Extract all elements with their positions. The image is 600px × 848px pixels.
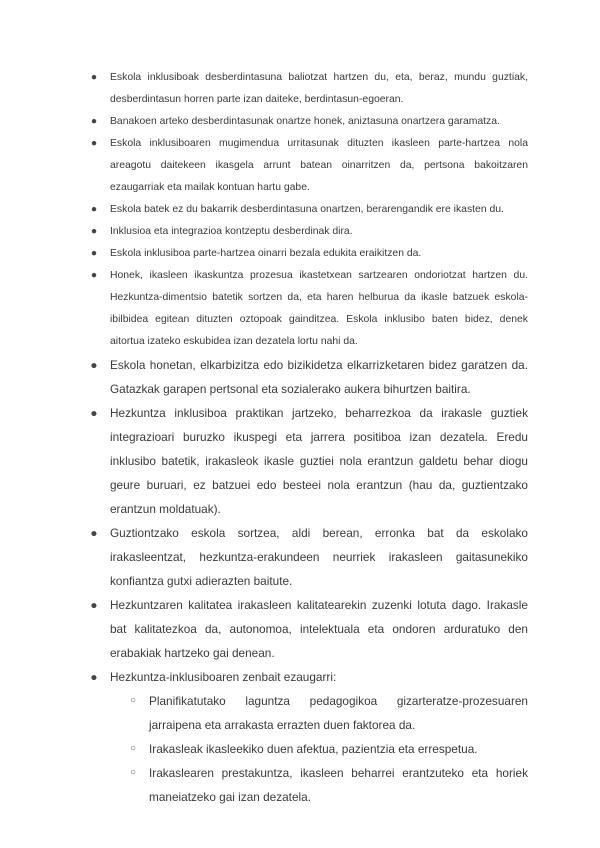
list-item-text: Eskola inklusiboaren mugimendua urritasunak dituzten ikasleen parte-hartzea nola areagotu daitekeen ikasgela arrunt batean oinarritzen da, pertsona bakoitzaren ezaugarriak eta mailak kontuan hartu gabe. [110,138,528,193]
bullet-icon: ● [90,598,98,612]
bullet-icon: ● [90,116,98,127]
list-item-text: Hezkuntza-inklusiboaren zenbait ezaugarri: [110,670,337,684]
list-item-text: Inklusioa eta integrazioa kontzeptu desberdinak dira. [110,226,353,237]
list-item [90,593,528,665]
sub-bullet-icon: ○ [130,767,137,778]
list-item [90,133,528,199]
list-item-text: Hezkuntza inklusiboa praktikan jartzeko, beharrezkoa da irakasle guztiek integrazioari buruzko ikuspegi eta jarrera positiboa izan dezatela. Eredu inklusibo batetik, irakasleok ikasle guztiei nola erantzun galdetu behar diogu geure buruari, ez batzuei edo besteei nola erantzun (hau da, guztientzako erantzun moldatuak). [110,406,528,516]
bullet-icon: ● [90,226,98,237]
bullet-list [90,67,528,809]
bullet-icon: ● [90,526,98,540]
list-item [90,265,528,353]
sub-list-item-text: Irakaslearen prestakuntza, ikasleen beharrei erantzuteko eta horiek maneiatzeko gai izan dezatela. [149,766,528,804]
list-item [90,243,528,265]
list-item-text: Hezkuntzaren kalitatea irakasleen kalitatearekin zuzenki lotuta dago. Irakasle bat kalitatezkoa da, autonomoa, intelektuala eta ondoren arduratuko den erabakiak hartzeko gai denean. [110,598,528,660]
sub-list-item-text: Irakasleak ikasleekiko duen afektua, pazientzia eta errespetua. [149,742,478,756]
list-item [90,521,528,593]
sub-bullet-icon: ○ [130,743,137,754]
sub-list-item [130,761,528,809]
list-item-text: Eskola batek ez du bakarrik desberdintasuna onartzen, berarengandik ere ikasten du. [110,204,504,215]
list-item [90,401,528,521]
list-item [90,67,528,111]
bullet-icon: ● [90,670,98,684]
list-item-text: Eskola inklusiboak desberdintasuna baliotzat hartzen du, eta, beraz, mundu guztiak, desberdintasun horren parte izan daiteke, berdintasun-egoeran. [110,72,528,105]
bullet-icon: ● [90,406,98,420]
sub-list-item [130,689,528,737]
list-item-text: Honek, ikasleen ikaskuntza prozesua ikastetxean sartzearen ondoriotzat hartzen du. Hezkuntza-dimentsio batetik sortzen da, eta haren helburua da ikasle batzuek eskola-ibilbidea egitean dituzten oztopoak gainditzea. Eskola inklusibo baten bidez, denek aitortua izateko eskubidea izan dezatela lortu nahi da. [110,270,528,347]
list-item-text: Guztiontzako eskola sortzea, aldi berean, erronka bat da eskolako irakasleentzat, hezkuntza-erakundeen neurriek irakasleen gaitasunekiko konfiantza gutxi adierazten baitute. [110,526,528,588]
bullet-icon: ● [90,358,98,372]
sub-bullet-list [130,689,528,809]
list-item-text: Eskola honetan, elkarbizitza edo bizikidetza elkarrizketaren bidez garatzen da. Gatazkak garapen pertsonal eta sozialerako aukera bihurtzen baitira. [110,358,528,396]
bullet-icon: ● [90,138,98,149]
bullet-icon: ● [90,270,98,281]
list-item-text: Banakoen arteko desberdintasunak onartze honek, aniztasuna onartzera garamatza. [110,116,500,127]
bullet-icon: ● [90,204,98,215]
list-item-text: Eskola inklusiboa parte-hartzea oinarri bezala edukita eraikitzen da. [110,248,422,259]
bullet-icon: ● [90,248,98,259]
list-item [90,199,528,221]
list-item [90,665,528,809]
list-item [90,353,528,401]
list-item [90,111,528,133]
bullet-icon: ● [90,72,98,83]
list-item [90,221,528,243]
sub-list-item [130,737,528,761]
sub-bullet-icon: ○ [130,695,137,706]
sub-list-item-text: Planifikatutako laguntza pedagogikoa gizarteratze-prozesuaren jarraipena eta arrakasta errazten duen faktorea da. [149,694,528,732]
